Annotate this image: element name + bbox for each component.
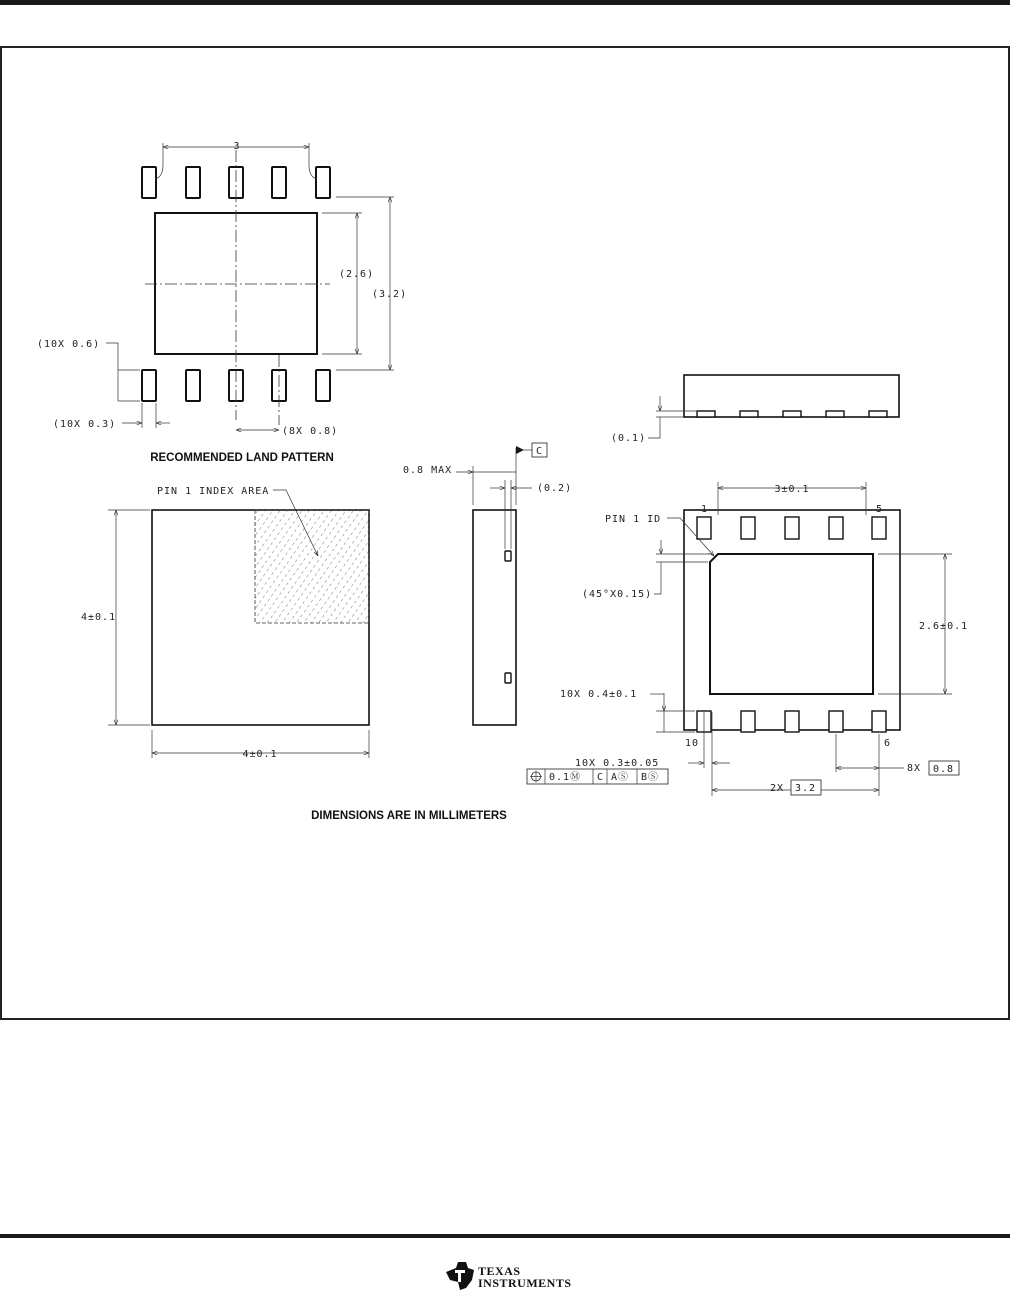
- pitch-count: 8X: [907, 763, 922, 774]
- pitch-value: 0.8: [933, 764, 955, 775]
- tolerance-value: 0.1Ⓜ: [549, 772, 582, 783]
- lead-width-label: 10X 0.3±0.05: [575, 758, 660, 769]
- units-note: DIMENSIONS ARE IN MILLIMETERS: [311, 810, 507, 822]
- lead-length-label: 10X 0.4±0.1: [560, 689, 638, 700]
- land-pad-height-label: (2.6): [339, 269, 375, 280]
- ti-logo-text: [478, 1265, 572, 1289]
- bottom-view: [527, 482, 968, 796]
- end-standoff-label: (0.1): [611, 433, 647, 444]
- exposed-thermal-pad: [710, 554, 873, 694]
- land-pad-bottom-1: [142, 370, 156, 401]
- pin-10-label: 10: [685, 738, 700, 749]
- logo-line-2: INSTRUMENTS: [478, 1276, 572, 1290]
- land-pad-top-5: [316, 167, 330, 198]
- land-pattern: [37, 141, 407, 464]
- tolerance-frame: [527, 769, 668, 784]
- side-view: [403, 443, 572, 725]
- land-pad-width-label: (10X 0.3): [53, 419, 117, 430]
- chamfer-label: (45°X0.15): [582, 589, 653, 600]
- top-view: [81, 486, 369, 760]
- land-pad-top-4: [272, 167, 286, 198]
- land-pad-top-1: [142, 167, 156, 198]
- tolerance-datum-c: C: [597, 772, 605, 783]
- bottom-rule: [0, 1234, 1010, 1238]
- top-view-width-label: 4±0.1: [242, 749, 278, 760]
- bottom-span-label: 3±0.1: [774, 484, 810, 495]
- top-view-height-label: 4±0.1: [81, 612, 117, 623]
- bottom-pad-height-label: 2.6±0.1: [919, 621, 969, 632]
- span-value: 3.2: [795, 783, 817, 794]
- land-pad-bottom-5: [316, 370, 330, 401]
- tolerance-datum-b: BⓈ: [641, 772, 660, 783]
- end-view: [611, 375, 899, 444]
- logo-line-1: TEXAS: [478, 1264, 521, 1278]
- land-pad-length-label: (10X 0.6): [37, 339, 101, 350]
- pin-1-label: 1: [701, 504, 709, 515]
- pin1-id-label: PIN 1 ID: [605, 514, 662, 525]
- pin1-index-area: [255, 510, 369, 623]
- side-offset-label: (0.2): [537, 483, 573, 494]
- land-pad-top-2: [186, 167, 200, 198]
- land-width-label: 3: [233, 141, 241, 152]
- tolerance-datum-a: AⓈ: [611, 772, 630, 783]
- pin1-index-label: PIN 1 INDEX AREA: [157, 486, 270, 497]
- pin-5-label: 5: [876, 504, 884, 515]
- land-overall-height-label: (3.2): [372, 289, 408, 300]
- datum-c-label: C: [536, 446, 544, 457]
- ti-logo-icon: [446, 1262, 474, 1290]
- side-max-height-label: 0.8 MAX: [403, 465, 453, 476]
- span-count: 2X: [770, 783, 785, 794]
- land-pitch-label: (8X 0.8): [282, 426, 339, 437]
- side-view-outline: [473, 510, 516, 725]
- pin-6-label: 6: [884, 738, 892, 749]
- land-pad-bottom-2: [186, 370, 200, 401]
- land-pattern-caption: RECOMMENDED LAND PATTERN: [150, 452, 334, 464]
